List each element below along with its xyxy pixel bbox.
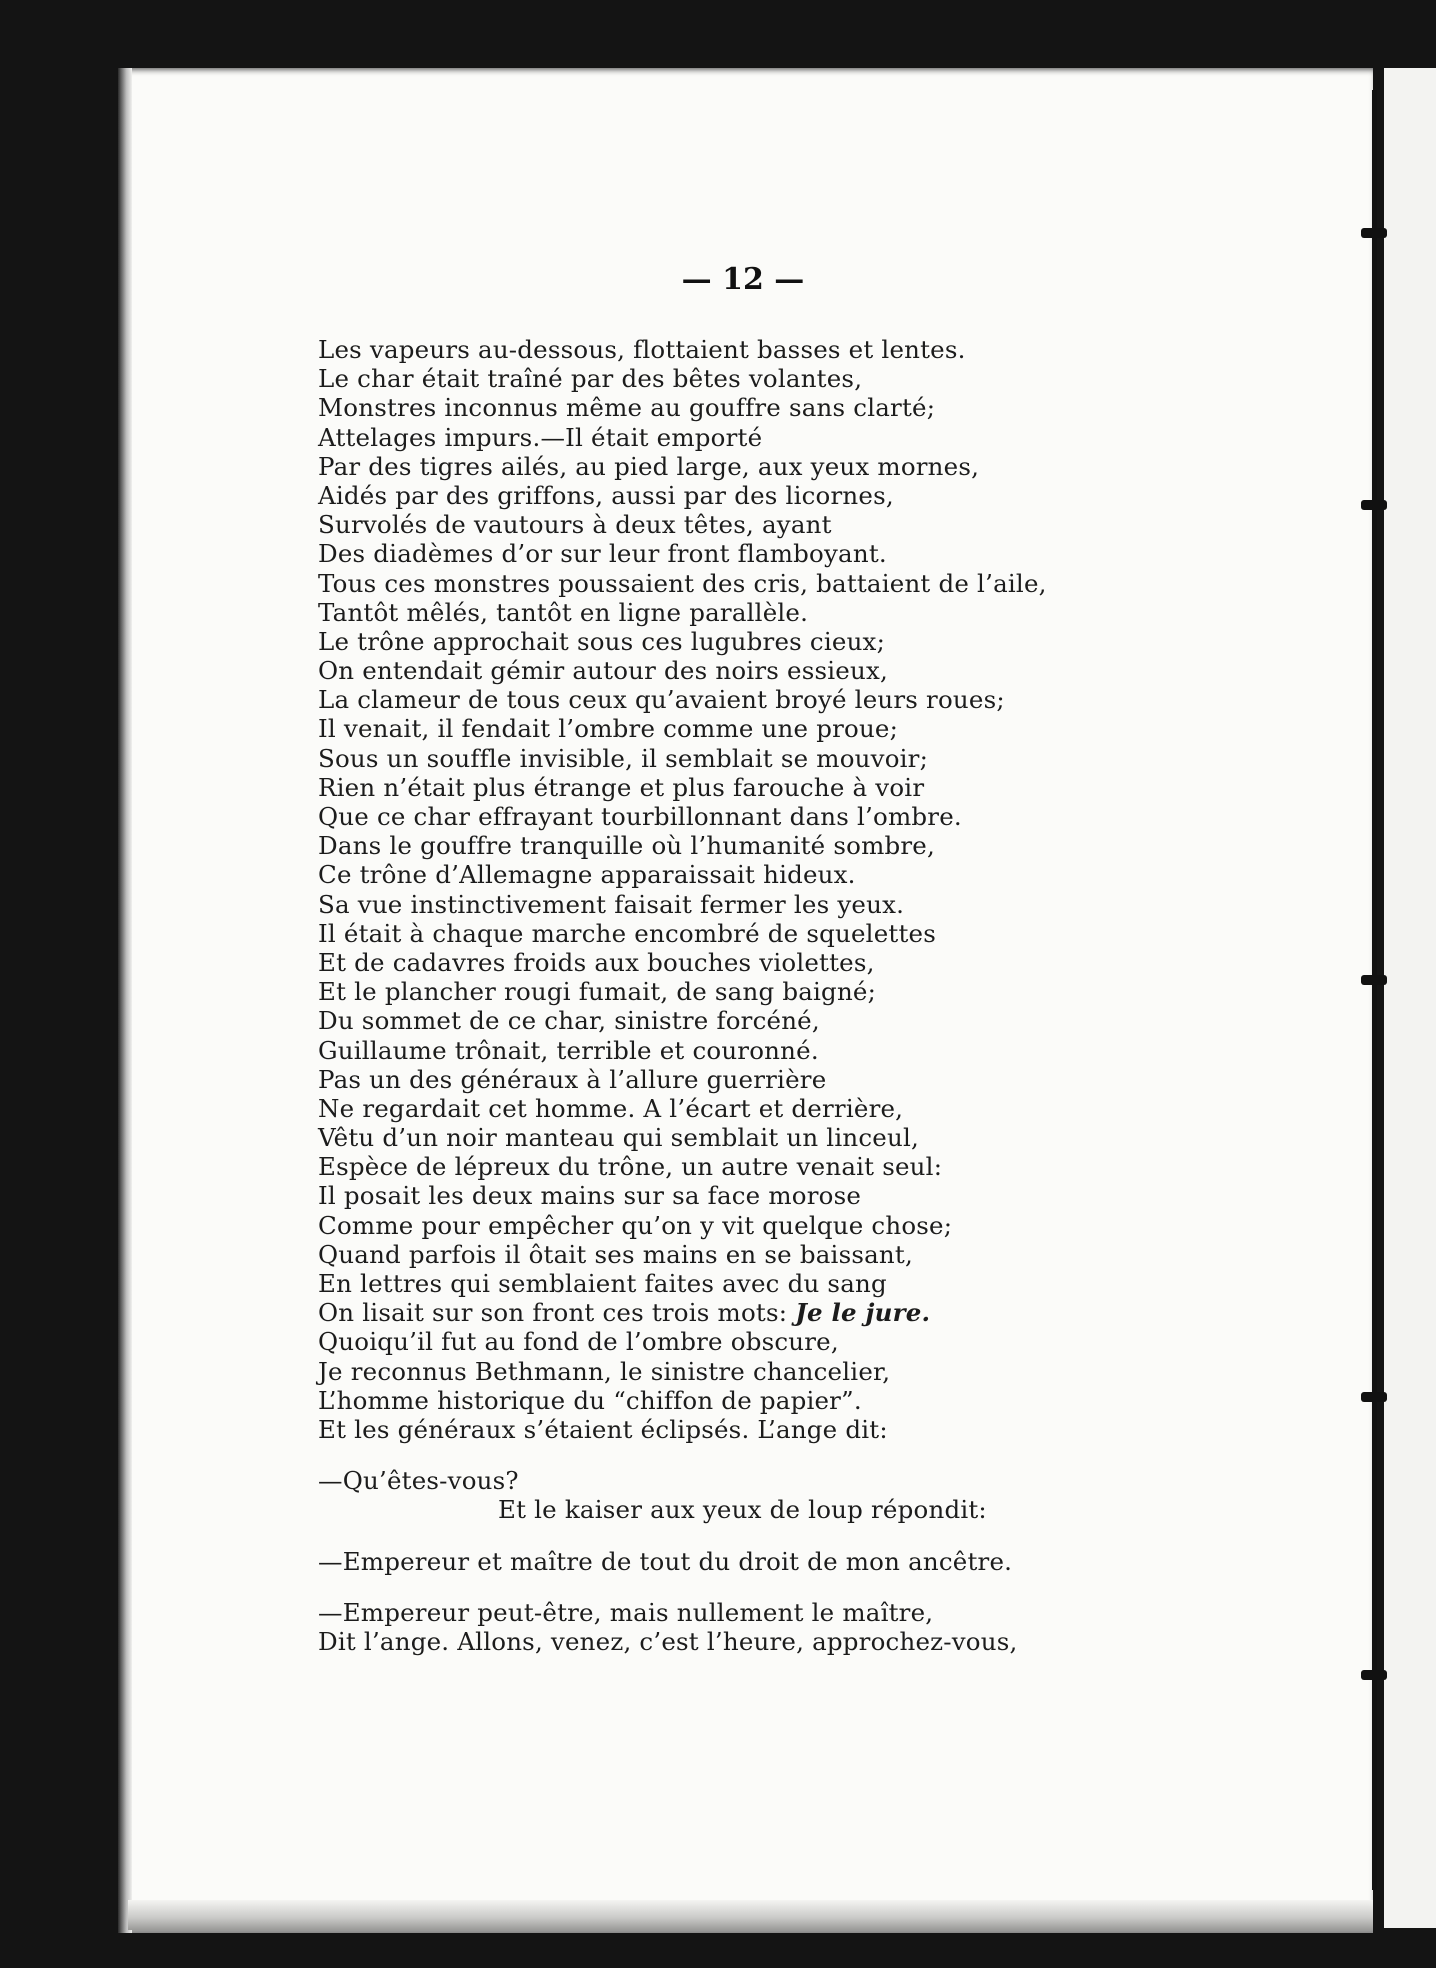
poem-line: Les vapeurs au-dessous, flottaient basses et lentes.	[318, 335, 966, 364]
binding-stitch	[1361, 500, 1387, 510]
stanza-gap	[318, 1525, 1138, 1547]
poem-line: Le char était traîné par des bêtes volantes,	[318, 364, 863, 394]
poem-line: On entendait gémir autour des noirs essieux,	[318, 656, 888, 686]
poem-line: Il posait les deux mains sur sa face morose	[318, 1181, 862, 1211]
oath-words: Je le jure.	[795, 1298, 931, 1328]
binding-stitch	[1361, 1392, 1387, 1402]
poem-line: Monstres inconnus même au gouffre sans clarté;	[318, 393, 936, 423]
poem-line: Et les généraux s’étaient éclipsés. L’ange dit:	[318, 1414, 888, 1444]
poem-line: Quand parfois il ôtait ses mains en se baissant,	[318, 1239, 913, 1269]
dialogue-emperor-claim: —Empereur et maître de tout du droit de mon ancêtre.	[318, 1546, 1013, 1576]
poem-line: Du sommet de ce char, sinistre forcéné,	[318, 1006, 820, 1036]
stanza-gap	[318, 1576, 1138, 1598]
adjacent-page-edge	[1384, 68, 1436, 1928]
poem-line: Survolés de vautours à deux têtes, ayant	[318, 510, 832, 540]
poem-text	[318, 335, 1138, 1656]
poem-line: La clameur de tous ceux qu’avaient broyé leurs roues;	[318, 685, 1005, 715]
poem-line: L’homme historique du “chiffon de papier”.	[318, 1385, 862, 1415]
poem-line: Il venait, il fendait l’ombre comme une proue;	[318, 714, 899, 744]
poem-line: Guillaume trônait, terrible et couronné.	[318, 1035, 819, 1065]
poem-line: Par des tigres ailés, au pied large, aux yeux mornes,	[318, 451, 980, 481]
poem-line: Comme pour empêcher qu’on y vit quelque chose;	[318, 1210, 953, 1240]
poem-line: Quoiqu’il fut au fond de l’ombre obscure,	[318, 1327, 839, 1357]
poem-line: Aidés par des griffons, aussi par des licornes,	[318, 480, 894, 510]
poem-line: Rien n’était plus étrange et plus farouche à voir	[318, 772, 925, 802]
dialogue-kaiser-reply: Et le kaiser aux yeux de loup répondit:	[498, 1495, 987, 1525]
poem-line: Il était à chaque marche encombré de squelettes	[318, 918, 936, 948]
poem-line: Pas un des généraux à l’allure guerrière	[318, 1064, 827, 1094]
poem-line: Espèce de lépreux du trône, un autre venait seul:	[318, 1152, 943, 1182]
poem-line: Sa vue instinctivement faisait fermer les yeux.	[318, 889, 905, 919]
page-left-shadow	[118, 68, 132, 1933]
binding-thread	[1372, 90, 1377, 1890]
binding-stitch	[1361, 975, 1387, 985]
stanza-gap	[318, 1444, 1138, 1466]
poem-line-oath	[318, 1298, 1138, 1327]
poem-line: Et de cadavres froids aux bouches violettes,	[318, 947, 875, 977]
poem-line: Ce trône d’Allemagne apparaissait hideux.	[318, 860, 856, 890]
poem-line: Je reconnus Bethmann, le sinistre chancelier,	[318, 1356, 891, 1386]
poem-line: Et le plancher rougi fumait, de sang baigné;	[318, 977, 877, 1007]
poem-line: Sous un souffle invisible, il semblait se mouvoir;	[318, 743, 929, 773]
page-bottom-edge	[128, 1900, 1373, 1930]
poem-line: Ne regardait cet homme. A l’écart et derrière,	[318, 1093, 904, 1123]
dialogue-angel-reply: Dit l’ange. Allons, venez, c’est l’heure, approchez-vous,	[318, 1626, 1018, 1656]
poem-line: Des diadèmes d’or sur leur front flamboyant.	[318, 539, 887, 569]
poem-line: Tous ces monstres poussaient des cris, battaient de l’aile,	[318, 568, 1047, 598]
binding-stitch	[1361, 228, 1387, 238]
dialogue-question: —Qu’êtes-vous?	[318, 1466, 519, 1496]
poem-line: En lettres qui semblaient faites avec du sang	[318, 1269, 887, 1298]
dialogue-angel-reply: —Empereur peut-être, mais nullement le maître,	[318, 1597, 934, 1627]
poem-stanza	[318, 335, 1138, 1444]
oath-line-prefix: On lisait sur son front ces trois mots:	[318, 1298, 796, 1328]
poem-line: Dans le gouffre tranquille où l’humanité sombre,	[318, 831, 935, 861]
poem-line: Tantôt mêlés, tantôt en ligne parallèle.	[318, 597, 809, 627]
page-number: — 12 —	[681, 262, 805, 297]
poem-line: Que ce char effrayant tourbillonnant dans l’ombre.	[318, 802, 962, 831]
poem-line: Le trône approchait sous ces lugubres cieux;	[318, 626, 886, 656]
binding-stitch	[1361, 1670, 1387, 1680]
poem-line: Attelages impurs.—Il était emporté	[318, 422, 763, 452]
poem-line: Vêtu d’un noir manteau qui semblait un linceul,	[318, 1123, 919, 1153]
